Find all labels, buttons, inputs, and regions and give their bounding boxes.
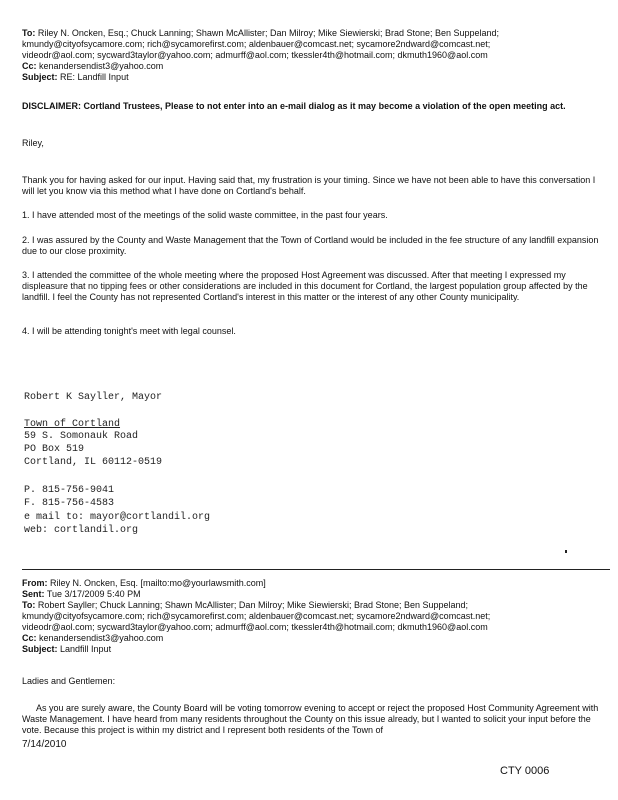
point-1: 1. I have attended most of the meetings of the solid waste committee, in the past four years.	[22, 210, 388, 220]
to-recipients-b1: Robert Sayller; Chuck Lanning; Shawn McAllister; Dan Milroy; Mike Siewierski; Brad Stone; Ben Suppeland;	[37, 600, 469, 610]
to-line-1	[22, 28, 499, 38]
signature-web: web: cortlandil.org	[24, 525, 139, 536]
subject-line-b	[22, 644, 111, 654]
greeting: Ladies and Gentlemen:	[22, 676, 116, 686]
to-line-2: kmundy@cityofsycamore.com; rich@sycamorefirst.com; aldenbauer@comcast.net; sycamore2ndward@comcast.net;	[22, 39, 491, 49]
print-date: 7/14/2010	[22, 739, 67, 750]
point-2: 2. I was assured by the County and Waste Management that the Town of Cortland would be included in the fee structure of any landfill expansion due to our close proximity.	[22, 235, 599, 256]
salutation: Riley,	[22, 138, 44, 148]
cc-line-b	[22, 633, 163, 643]
scan-mark	[565, 550, 567, 553]
signature-address-1: 59 S. Somonauk Road	[24, 431, 139, 442]
to-label-b: To:	[22, 600, 36, 610]
subject-value-b: Landfill Input	[60, 644, 112, 654]
cc-value-b: kenandersendist3@yahoo.com	[39, 633, 164, 643]
sent-label: Sent:	[22, 589, 45, 599]
signature-city: Cortland, IL 60112-0519	[24, 457, 163, 468]
signature-email: e mail to: mayor@cortlandil.org	[24, 512, 211, 523]
signature-fax: F. 815-756-4583	[24, 498, 115, 509]
signature-phone: P. 815-756-9041	[24, 485, 115, 496]
subject-value: RE: Landfill Input	[60, 72, 129, 82]
subject-label: Subject:	[22, 72, 58, 82]
subject-label-b: Subject:	[22, 644, 58, 654]
to-line-3: videodr@aol.com; sycward3taylor@yahoo.com; admurff@aol.com; tkessler4th@hotmail.com; dkmuth1960@aol.com	[22, 50, 488, 60]
to-recipients-1: Riley N. Oncken, Esq.; Chuck Lanning; Shawn McAllister; Dan Milroy; Mike Siewierski; Brad Stone; Ben Suppeland;	[37, 28, 500, 38]
to-line-b2: kmundy@cityofsycamore.com; rich@sycamorefirst.com; aldenbauer@comcast.net; sycamore2ndward@comcast.net;	[22, 611, 491, 621]
signature-name: Robert K Sayller, Mayor	[24, 392, 163, 403]
second-email-body: As you are surely aware, the County Board will be voting tomorrow evening to accept or reject the proposed Host Community Agreement with Waste Management. I have heard from many residents throughout the County on this issue already, but I wanted to solicit your input before the vote. Because this project is within my district and I represent both residents of the Town of	[22, 703, 599, 735]
cc-line	[22, 61, 163, 71]
to-line-b1	[22, 600, 468, 610]
sent-line	[22, 589, 141, 599]
to-label: To:	[22, 28, 36, 38]
from-line	[22, 578, 266, 588]
signature-org: Town of Cortland	[24, 419, 121, 430]
signature-address-2: PO Box 519	[24, 444, 85, 455]
separator-line	[22, 569, 610, 570]
point-4: 4. I will be attending tonight's meet with legal counsel.	[22, 326, 236, 336]
sent-value: Tue 3/17/2009 5:40 PM	[46, 589, 141, 599]
cc-value: kenandersendist3@yahoo.com	[39, 61, 164, 71]
intro-paragraph: Thank you for having asked for our input. Having said that, my frustration is your timing. Since we have not been able to have this conversation I will let you know via this method what I have done on Cortland's behalf.	[22, 175, 596, 196]
bates-number: CTY 0006	[500, 765, 550, 777]
disclaimer: DISCLAIMER: Cortland Trustees, Please to not enter into an e-mail dialog as it may become a violation of the open meeting act.	[22, 101, 566, 111]
to-line-b3: videodr@aol.com; sycward3taylor@yahoo.com; admurff@aol.com; tkessler4th@hotmail.com; dkmuth1960@aol.com	[22, 622, 488, 632]
cc-label-b: Cc:	[22, 633, 37, 643]
subject-line	[22, 72, 129, 82]
cc-label: Cc:	[22, 61, 37, 71]
from-value: Riley N. Oncken, Esq. [mailto:mo@yourlawsmith.com]	[50, 578, 266, 588]
from-label: From:	[22, 578, 48, 588]
point-3: 3. I attended the committee of the whole meeting where the proposed Host Agreement was discussed. After that meeting I expressed my displeasure that no tipping fees or other considerations are included in this document for Cortland, the largest population group affected by the landfill. I feel the County has not represented Cortland's interest in this matter or the interest of any other County municipality.	[22, 270, 588, 302]
